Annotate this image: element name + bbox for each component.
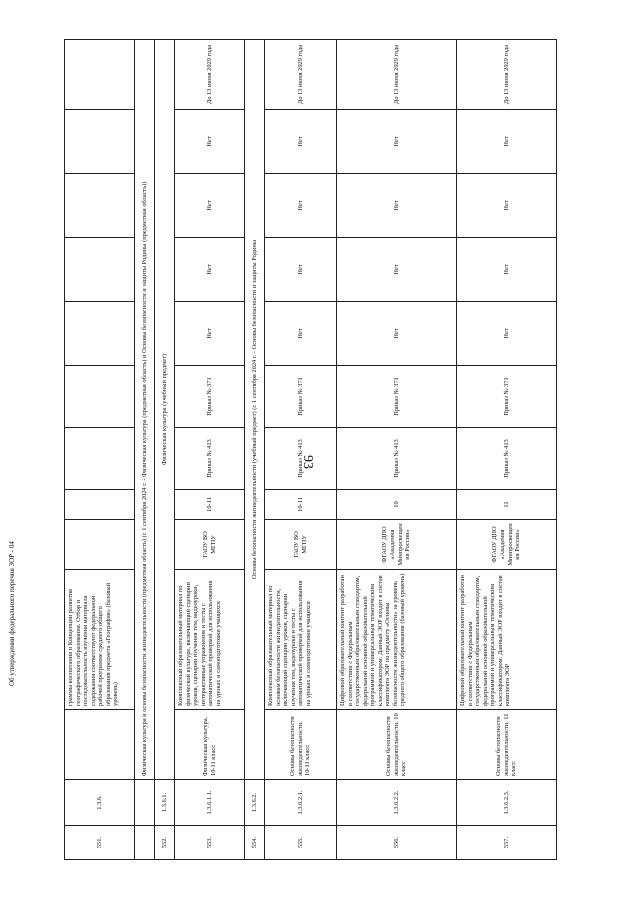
row-description: Цифровой образовательный контент разработан в соответствии с Федеральным государственным образовательным стандартом, федеральной основной образовательной программой и универсальным тематическим классификатором. Данный ЭОР входит в состав комплекта ЭОР bbox=[457, 570, 557, 710]
row-grade: 10-11 bbox=[265, 490, 337, 520]
document-sheet bbox=[64, 40, 624, 860]
row-order-413: Приказ № 413 bbox=[265, 428, 337, 490]
row-order-371: Приказ № 371 bbox=[175, 366, 245, 428]
row-number: 554. bbox=[245, 826, 265, 860]
table-row bbox=[155, 40, 175, 860]
row-order-413: Приказ № 413 bbox=[175, 428, 245, 490]
row-grade: 10-11 bbox=[175, 490, 245, 520]
row-term: До 13 июня 2029 года bbox=[175, 40, 245, 110]
row-code: 1.3.6.2.2. bbox=[337, 780, 457, 826]
section-title: Физическая культура (учебный предмет) bbox=[155, 40, 175, 780]
row-code: 1.3.6.2. bbox=[245, 780, 265, 826]
row-flag-3: Нет bbox=[265, 174, 337, 238]
row-flag-1: Нет bbox=[337, 302, 457, 366]
row-code: 1.3.6.2.3. bbox=[457, 780, 557, 826]
row-description: граммы воспитания и Концепции развития географического образования. Отбор и последовательность изучения материала содержания соответствуют федеральной рабочей программе среднего общего образования предмета «География» (базовый уровень) bbox=[65, 570, 135, 710]
row-code: 1.3.6.2.1. bbox=[265, 780, 337, 826]
row-flag-2: Нет bbox=[175, 238, 245, 302]
row-flag-4: Нет bbox=[337, 110, 457, 174]
table-row bbox=[135, 40, 155, 860]
row-flag-4: Нет bbox=[175, 110, 245, 174]
row-code: 1.3.6. bbox=[65, 780, 135, 826]
row-code: 1.3.6.1.1. bbox=[175, 780, 245, 826]
row-description: Цифровой образовательный контент разработан в соответствии с Федеральным государственным образовательным стандартом, федеральной основной образовательной программой и универсальным тематическим классификатором. Данный ЭОР входит в состав комплекта ЭОР по предмету «Основы безопасности жизнедеятельности» за уровень среднего общего образования (базовый уровень) bbox=[337, 570, 457, 710]
row-number: 555. bbox=[265, 826, 337, 860]
row-subject: Основы безопасности жизнедеятельности. 10-11 класс bbox=[265, 710, 337, 780]
row-flag-1: Нет bbox=[457, 302, 557, 366]
table-row bbox=[245, 40, 265, 860]
row-number: 551. bbox=[65, 826, 135, 860]
row-organization: ГАОУ ВО МГПУ bbox=[175, 520, 245, 570]
row-term: До 13 июня 2029 года bbox=[457, 40, 557, 110]
row-term: До 13 июня 2029 года bbox=[337, 40, 457, 110]
section-header: Физическая культура и основы безопасности жизнедеятельности (предметная область) (с 1 сентября 2024 г. - Физическая культура (предметная область) и Основы безопасности и защиты Родины (предметная область)) bbox=[135, 40, 155, 780]
row-description: Комплексный образовательный материал по физической культуре, включающий сценарии уроков, сценарии изучения тем, видеоуроки, интерактивные упражнения и тесты с автоматической проверкой для использования на уроках и самоподготовки учащихся bbox=[175, 570, 245, 710]
row-organization: ГАОУ ВО МГПУ bbox=[265, 520, 337, 570]
row-number: 556. bbox=[337, 826, 457, 860]
row-subject: Основы безопасности жизнедеятельности. 10 класс bbox=[337, 710, 457, 780]
row-number: 552. bbox=[155, 826, 175, 860]
page-number: 93 bbox=[300, 455, 315, 469]
table-row bbox=[457, 40, 557, 860]
row-organization: ФГАОУ ДПО «Академия Минпросвещения России» bbox=[457, 520, 557, 570]
row-flag-4: Нет bbox=[265, 110, 337, 174]
row-number: 553. bbox=[175, 826, 245, 860]
row-flag-3: Нет bbox=[337, 174, 457, 238]
row-subject: Физическая культура. 10-11 класс bbox=[175, 710, 245, 780]
row-flag-4: Нет bbox=[457, 110, 557, 174]
row-subject: Основы безопасности жизнедеятельности. 11 класс bbox=[457, 710, 557, 780]
row-order-413: Приказ № 413 bbox=[457, 428, 557, 490]
table-row bbox=[65, 40, 135, 860]
row-flag-2: Нет bbox=[265, 238, 337, 302]
table-row bbox=[265, 40, 337, 860]
row-flag-1: Нет bbox=[265, 302, 337, 366]
row-flag-1: Нет bbox=[175, 302, 245, 366]
row-order-371: Приказ № 371 bbox=[457, 366, 557, 428]
row-grade: 11 bbox=[457, 490, 557, 520]
row-number: 557. bbox=[457, 826, 557, 860]
section-title: Основы безопасности жизнедеятельности (учебный предмет) (с 1 сентября 2024 г. - Основы безопасности и защиты Родины bbox=[245, 40, 265, 780]
rotated-table-container bbox=[64, 40, 624, 860]
row-flag-3: Нет bbox=[175, 174, 245, 238]
row-code: 1.3.6.1. bbox=[155, 780, 175, 826]
table-row bbox=[337, 40, 457, 860]
row-flag-3: Нет bbox=[457, 174, 557, 238]
footer-note: Об утверждении федерального перечня ЗОР - 04 bbox=[8, 541, 16, 686]
row-grade: 10 bbox=[337, 490, 457, 520]
row-description: Комплексный образовательный материал по основам безопасности жизнедеятельности, включающий сценарии уроков, сценарии изучения тем, видеоуроки и тесты с автоматической проверкой для использования на уроках и самоподготовки учащихся bbox=[265, 570, 337, 710]
table-row bbox=[175, 40, 245, 860]
row-order-371: Приказ № 371 bbox=[337, 366, 457, 428]
row-flag-2: Нет bbox=[457, 238, 557, 302]
row-order-413: Приказ № 413 bbox=[337, 428, 457, 490]
row-flag-2: Нет bbox=[337, 238, 457, 302]
resource-table bbox=[64, 39, 557, 860]
row-organization: ФГАОУ ДПО «Академия Минпросвещения России» bbox=[337, 520, 457, 570]
row-order-371: Приказ № 371 bbox=[265, 366, 337, 428]
row-term: До 13 июня 2029 года bbox=[265, 40, 337, 110]
